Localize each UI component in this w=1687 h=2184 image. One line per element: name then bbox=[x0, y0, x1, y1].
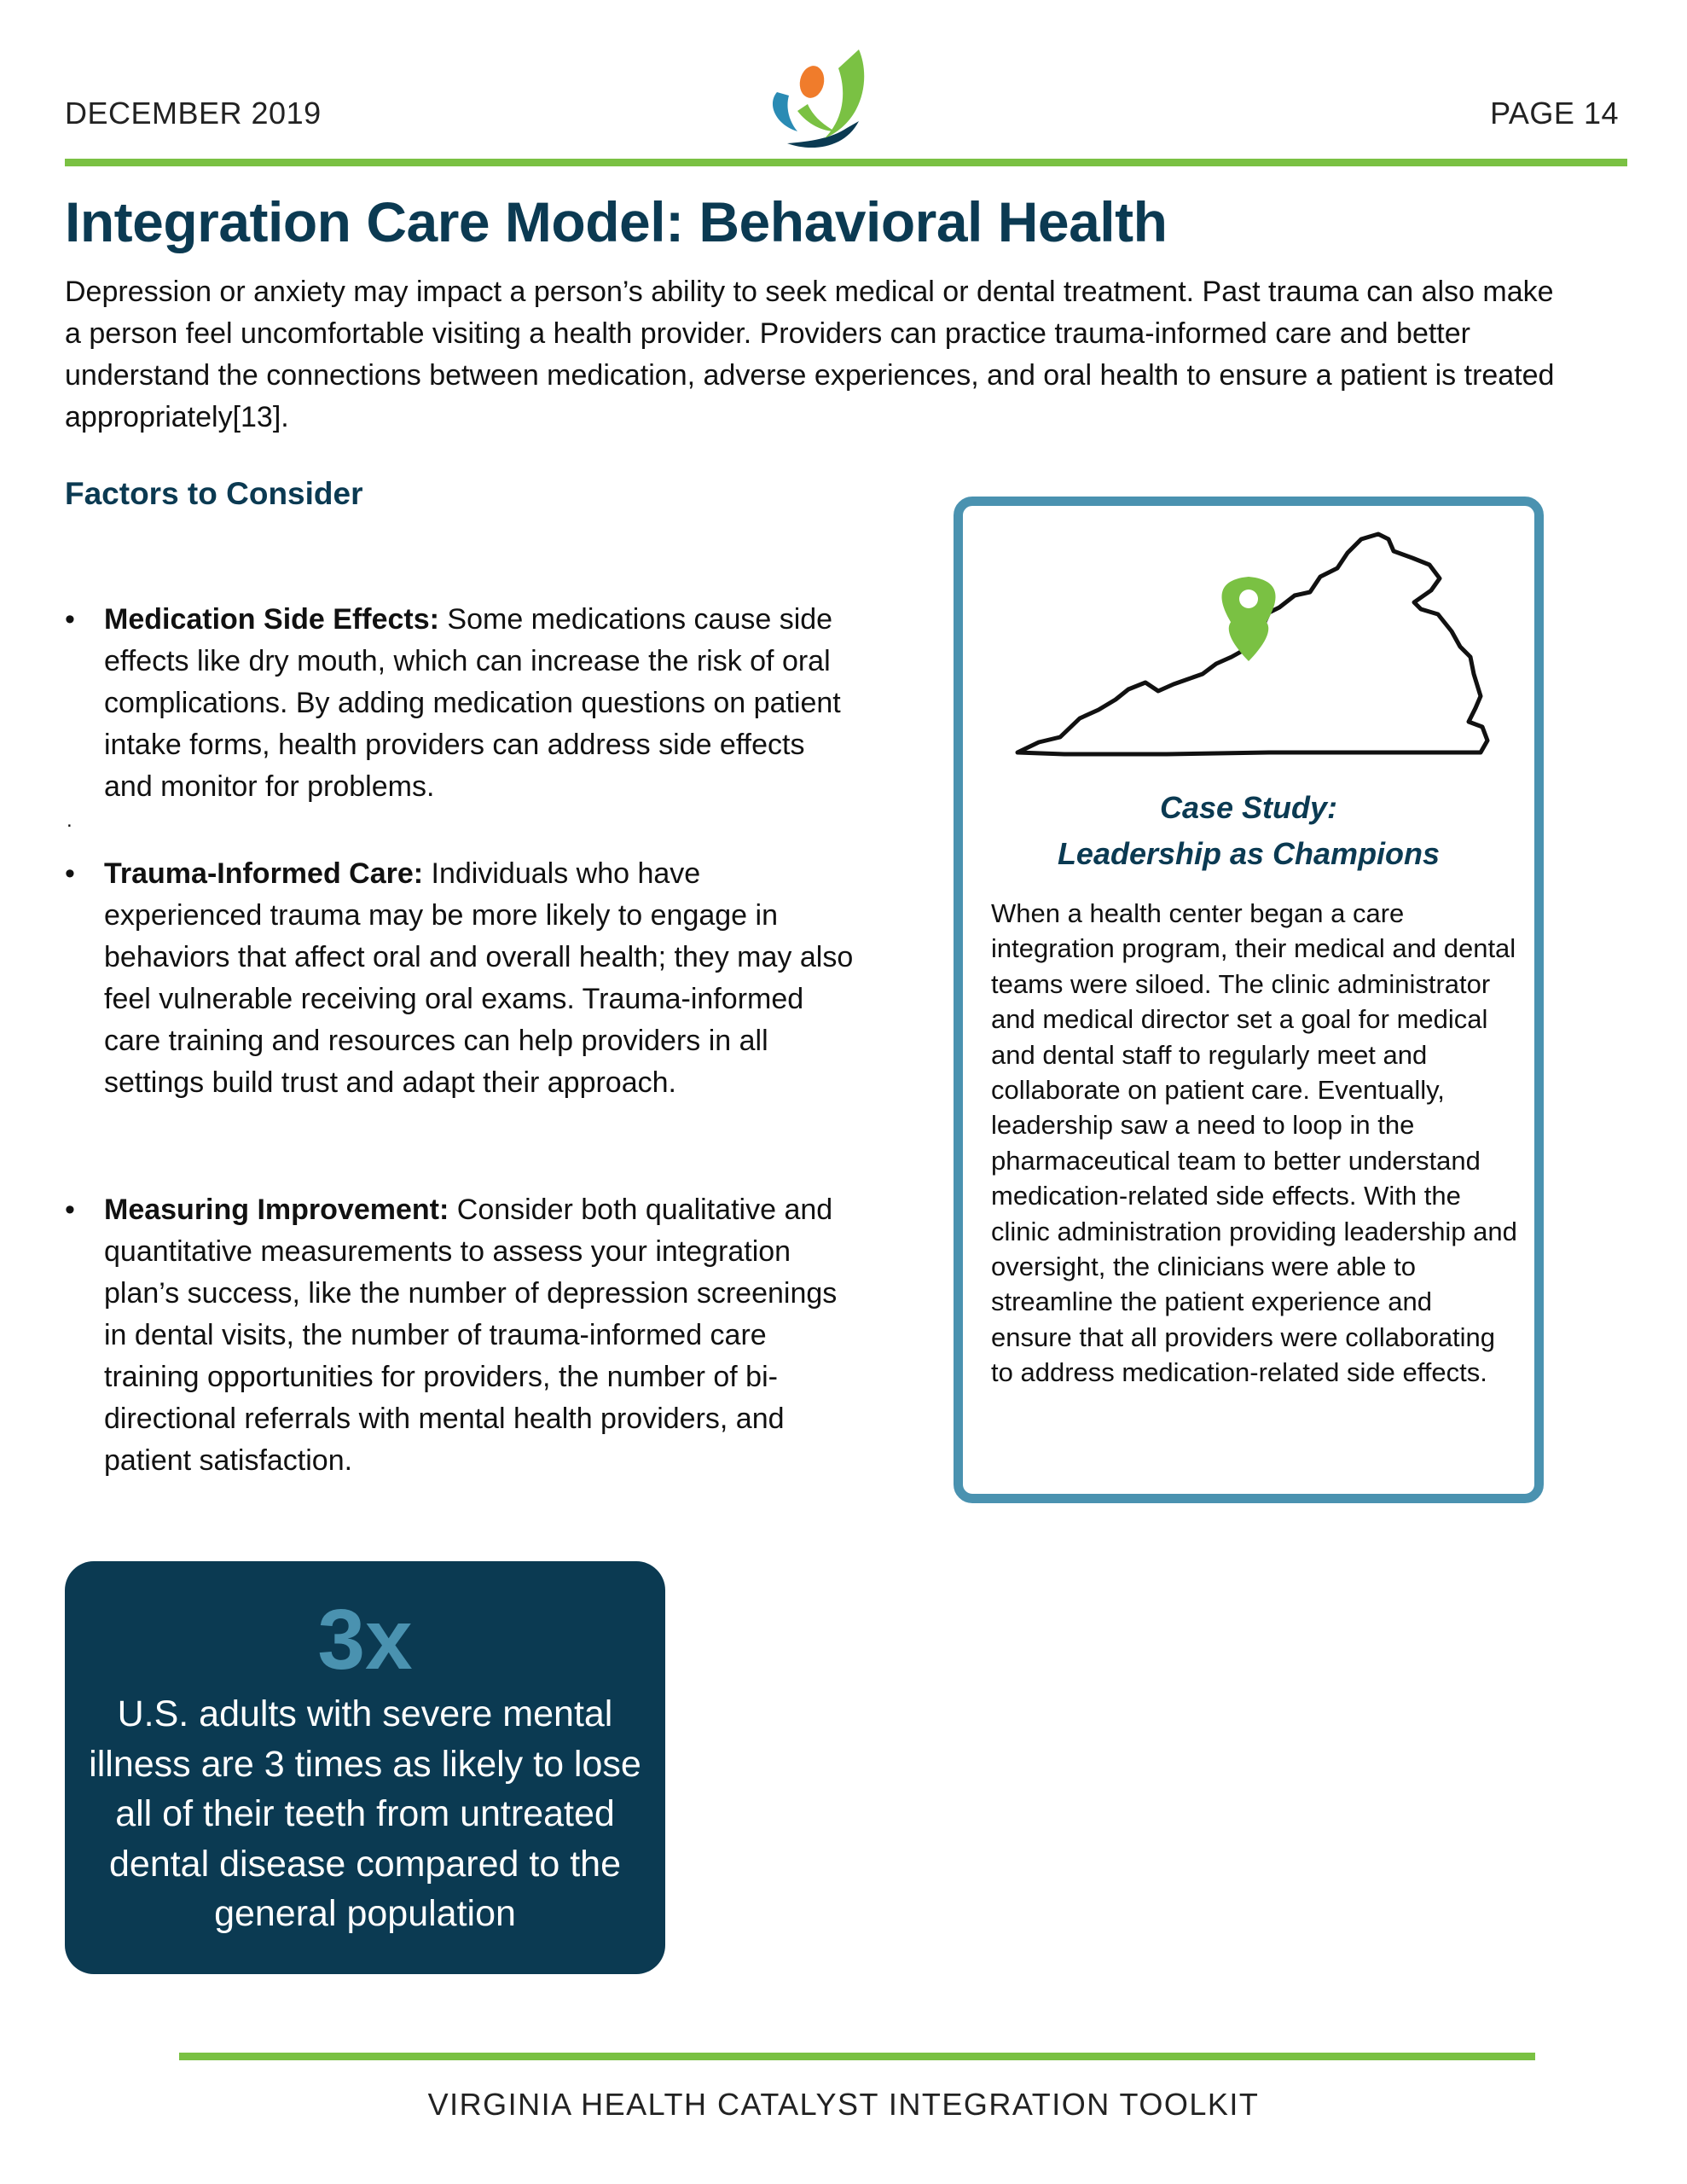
case-study-body: When a health center began a care integration program, their medical and dental teams were siloed. The clinic administrator and medical director set a goal for medical and dental staff to regularly meet and collaborate on patient care. Eventually, leadership saw a need to loop in the pharmaceutical team to better understand medication-related side effects. With the clinic administration providing leadership and oversight, the clinicians were able to streamline the patient experience and ensure that all providers were collaborating to address medication-related side effects. bbox=[991, 898, 1517, 1388]
case-study-title-line1: Case Study: bbox=[1159, 790, 1338, 825]
bullet-marker: • bbox=[65, 1194, 75, 1226]
bullet-text: Some medications cause side effects like dry mouth, which can increase the risk of oral complications. By adding medication questions on patient intake forms, health providers can address side effects and monitor for problems. bbox=[104, 603, 841, 803]
organization-logo-icon bbox=[763, 43, 874, 154]
bullet-text: Consider both qualitative and quantitative measurements to assess your integration plan’s success, like the number of depression screenings in dental visits, the number of trauma-informed care training opportunities for providers, the number of bi-directional referrals with mental health providers, and patient satisfaction. bbox=[104, 1194, 838, 1477]
list-item-medication-side-effects bbox=[65, 599, 858, 808]
stray-period: . bbox=[67, 809, 72, 832]
footer-divider bbox=[179, 2053, 1535, 2060]
stat-number: 3x bbox=[317, 1592, 413, 1687]
header-date: DECEMBER 2019 bbox=[65, 96, 322, 131]
bullet-marker: • bbox=[65, 603, 75, 636]
bullet-label: Trauma-Informed Care: bbox=[104, 857, 424, 890]
virginia-map-icon bbox=[1013, 529, 1491, 768]
intro-paragraph: Depression or anxiety may impact a person’s ability to seek medical or dental treatment. Past trauma can also make a person feel uncomfortable visiting a health provider. Providers can practice trauma-informed care and better understand the connections between medication, adverse experiences, and oral health to ensure a patient is treated appropriately[13]. bbox=[65, 276, 1555, 433]
list-item-measuring-improvement bbox=[65, 1189, 858, 1482]
bullet-label: Medication Side Effects: bbox=[104, 603, 439, 636]
header-divider bbox=[65, 159, 1627, 166]
bullet-label: Measuring Improvement: bbox=[104, 1194, 449, 1226]
header-page-number: PAGE 14 bbox=[1490, 96, 1619, 131]
case-study-title bbox=[962, 785, 1535, 877]
factors-heading: Factors to Consider bbox=[65, 476, 363, 511]
case-study-title-line2: Leadership as Champions bbox=[1057, 836, 1441, 871]
bullet-text: Individuals who have experienced trauma may be more likely to engage in behaviors that affect oral and overall health; they may also feel vulnerable receiving oral exams. Trauma-informed care training and resources can help providers in all settings build trust and adapt their approach. bbox=[104, 857, 854, 1099]
list-item-trauma-informed-care bbox=[65, 853, 858, 1104]
stat-callout bbox=[65, 1561, 665, 1974]
bullet-marker: • bbox=[65, 857, 75, 890]
page-title: Integration Care Model: Behavioral Health bbox=[65, 190, 1168, 253]
footer-text: VIRGINIA HEALTH CATALYST INTEGRATION TOOLKIT bbox=[427, 2087, 1260, 2122]
stat-text: U.S. adults with severe mental illness are 3 times as likely to lose all of their teeth from untreated dental disease compared to the general population bbox=[89, 1693, 641, 1934]
